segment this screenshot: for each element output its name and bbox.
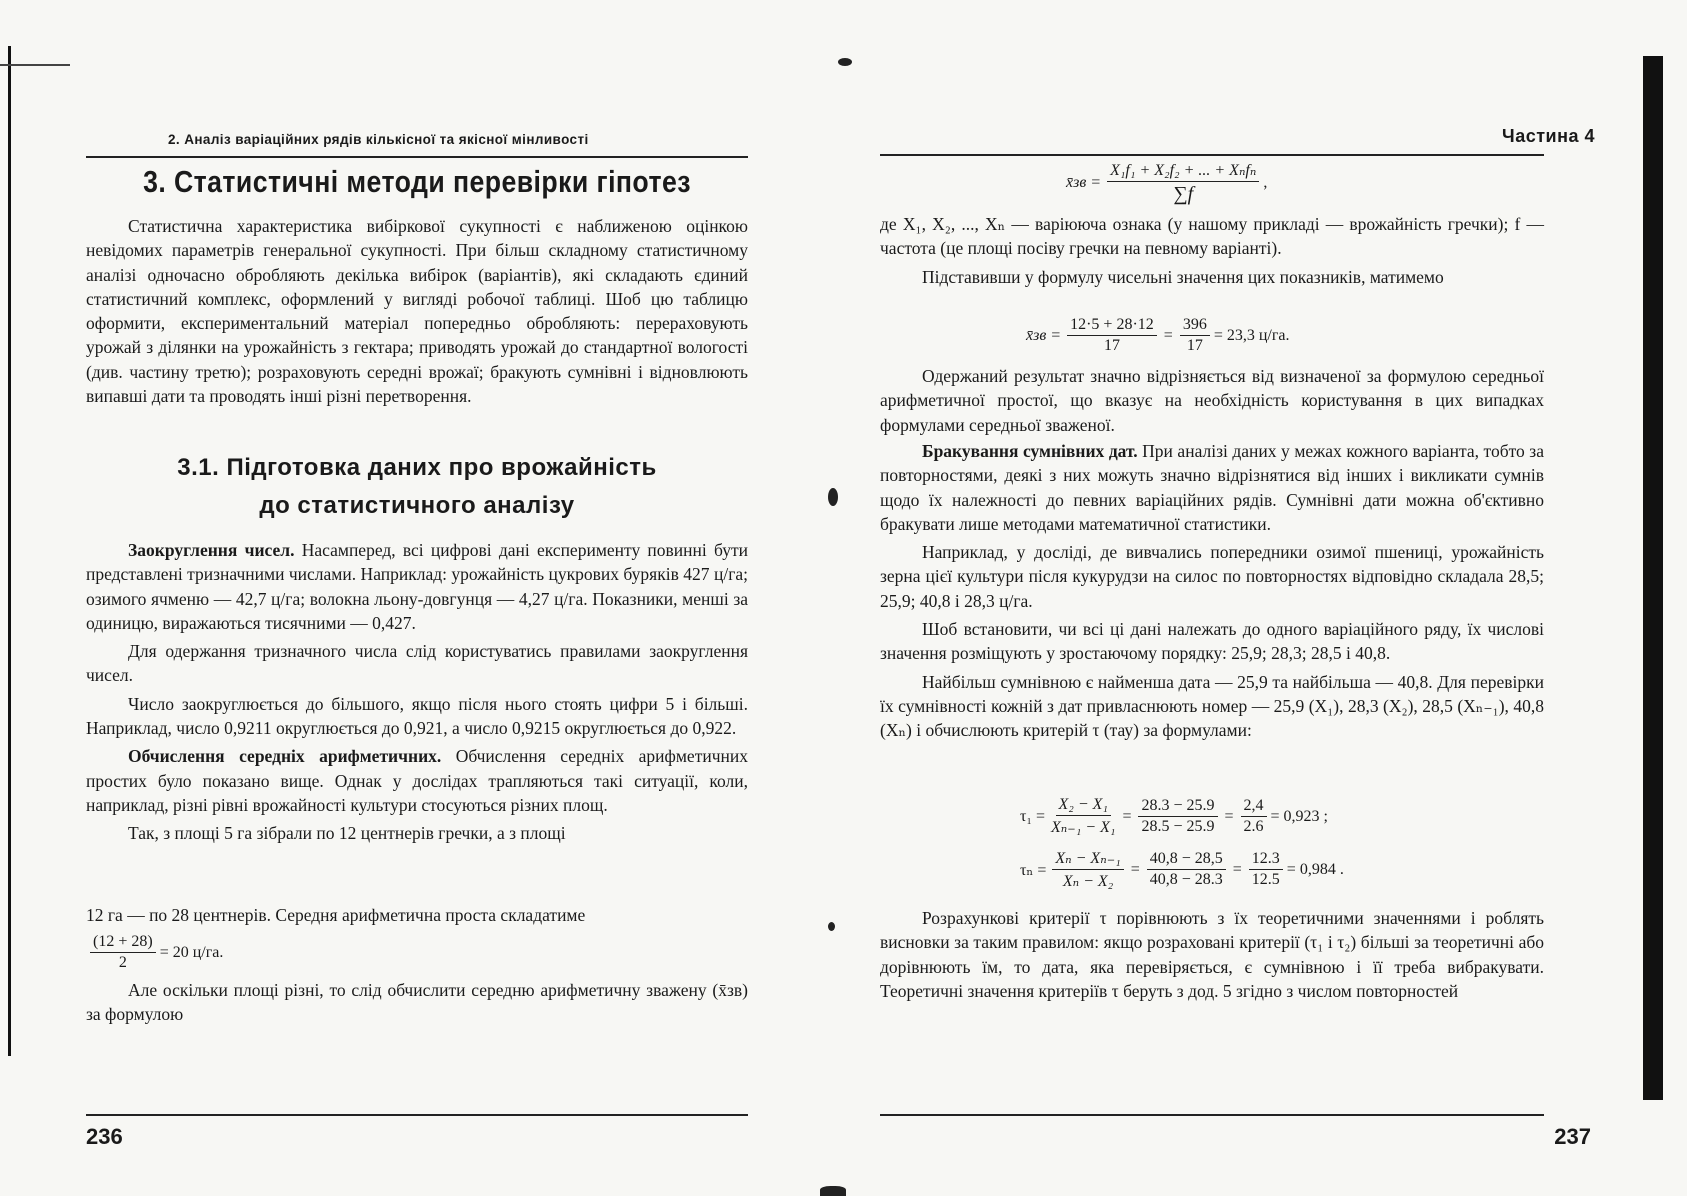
tau1-denominator-3: 2.6: [1243, 818, 1264, 835]
means-runin-heading: Обчислення середніх арифметичних.: [128, 746, 442, 767]
page-number-right: 237: [1554, 1124, 1591, 1149]
rounding-example-paragraph: Число заокруглюється до більшого, якщо після нього стоять цифри 5 і більші. Наприклад, число 0,9211 округлюється до 0,921, а число 0,9215 округлюється до 0,922.: [86, 693, 748, 739]
tau2-fraction-2: [1147, 850, 1226, 889]
suspect-paragraph: Найбільш сумнівною є найменша дата — 25,9 та найбільша — 40,8. Для перевірки їх сумнівності кожній з дат привласнюють номер — 25,9 (X₁), 28,3 (X₂), 28,5 (Xₙ₋₁), 40,8 (Xₙ) і обчислюють критерій τ (тау) за формулами:: [880, 671, 1544, 741]
tau2-numerator-1: Xₙ − Xₙ₋₁: [1052, 848, 1123, 870]
calc-fraction-2: [1180, 316, 1210, 355]
simple-mean-intro: 12 га — по 28 центнерів. Середня арифметична проста складатиме: [86, 905, 586, 925]
means-paragraph: [86, 744, 748, 817]
where-paragraph: де X₁, X₂, ..., Xₙ — варіююча ознака (у нашому прикладі — врожайність гречки); f — частота (це площі посіву гречки на певному варіанті).: [880, 214, 1544, 259]
simple-mean-numerator: (12 + 28): [90, 933, 156, 953]
tau2-lhs: τₙ =: [1020, 861, 1047, 879]
result-paragraph: Одержаний результат значно відрізняється від визначеної за формулою середньої арифметичної простої, що вказує на необхідність користування в цих випадках формулами середньої зваженої.: [880, 366, 1544, 435]
calc-lhs: x̄зв =: [1026, 326, 1062, 344]
tau1-equals-2: =: [1224, 807, 1234, 825]
section-title-line1: 3.1. Підготовка даних про врожайність: [177, 454, 657, 481]
rejection-text-block: [880, 439, 1544, 747]
calc-fraction-1: [1067, 316, 1157, 355]
substitute-paragraph: Підставивши у формулу чисельні значення цих показників, матимемо: [922, 266, 1444, 287]
scan-speck: [828, 922, 835, 931]
rejection-paragraph: [880, 439, 1544, 536]
tau1-fraction-1: [1051, 796, 1115, 837]
tau2-numerator-3: 12.3: [1249, 850, 1283, 870]
calc-numerator-2: 396: [1180, 316, 1210, 336]
simple-mean-result: = 20 ц/га.: [159, 943, 224, 961]
tau1-numerator-2: 28.3 − 25.9: [1138, 797, 1217, 817]
compare-paragraph: Розрахункові критерії τ порівнюють з їх теоретичними значеннями і роблять висновки за таким правилом: якщо розраховані критерії (τ₁ і τ₂) більші за теоретичні або дорівнюють їм, то дата, яка перевіряється, є сумнівною і її треба вибракувати. Теоретичні значення критеріїв τ беруть з дод. 5 згідно з числом повторностей: [880, 908, 1544, 1001]
scan-speck: [838, 58, 852, 66]
header-rule-left: [86, 156, 748, 158]
scan-edge-shadow: [8, 46, 11, 1056]
weighted-mean-formula: [1066, 160, 1267, 206]
rounding-rule-paragraph: Для одержання тризначного числа слід користуватись правилами заокруглення чисел.: [86, 641, 748, 686]
intro-paragraph: Статистична характеристика вибіркової сукупності є наближеною оцінкою невідомих параметрів генеральної сукупності. При більш складному статистичному аналізі одночасно обробляють декілька вибірок (варіантів), які складають єдиний статистичний комплекс, оформлений у вигляді робочої таблиці. Шоб цю таблицю оформити, експериментальний матеріал попередньо обробляють: перераховують урожай з ділянки на урожайність з гектара; приводять урожай до стандартної вологості (див. частину третю); розраховують середні врожаї; бракують сумнівні і відновлюють випавші дати та проводять інші різні перетворення.: [86, 216, 748, 407]
weighted-intro-paragraph: Але оскільки площі різні, то слід обчислити середню арифметичну зважену (x̄зв) за формулою: [86, 980, 748, 1025]
tau2-result: = 0,984 .: [1286, 860, 1344, 878]
compare-text-block: [880, 906, 1544, 1007]
scan-edge-mark: [0, 64, 70, 66]
right-page: [830, 0, 1687, 1196]
tau1-fraction-3: [1241, 797, 1267, 836]
ordering-paragraph: Шоб встановити, чи всі ці дані належать до одного варіаційного ряду, їх числові значення розміщують у зростаючому порядку: 25,9; 28,3; 28,5 і 40,8.: [880, 619, 1544, 664]
scan-edge-shadow-right: [1643, 56, 1663, 1100]
calc-denominator-1: 17: [1103, 337, 1120, 354]
equals-sign: =: [1163, 326, 1173, 344]
tau2-fraction-3: [1249, 850, 1283, 889]
buckwheat-paragraph: Так, з площі 5 га зібрали по 12 центнерів гречки, а з площі: [128, 823, 566, 844]
running-head-right: Частина 4: [1502, 126, 1595, 146]
section-title-line2: до статистичного аналізу: [259, 492, 575, 519]
rounding-paragraph: [86, 538, 748, 635]
weighted-intro-block: [86, 978, 748, 1031]
rounding-text-block: [86, 538, 748, 850]
weighted-formula-tail: ,: [1263, 174, 1268, 191]
running-head-left: 2. Аналіз варіаційних рядів кількісної та якісної мінливості: [168, 132, 589, 147]
weighted-formula-lhs: x̄зв =: [1066, 174, 1102, 191]
header-rule-right: [880, 154, 1544, 156]
scan-speck: [828, 488, 838, 506]
where-text-block: [880, 212, 1544, 293]
simple-mean-text-block: [86, 903, 748, 931]
weighted-calc-formula: [1026, 316, 1290, 355]
calc-numerator-1: 12·5 + 28·12: [1067, 316, 1157, 336]
tau2-formula: [1020, 848, 1344, 891]
calc-result: = 23,3 ц/га.: [1213, 326, 1290, 344]
tau2-denominator-2: 40,8 − 28.3: [1149, 871, 1223, 888]
intro-paragraph-block: [86, 214, 748, 412]
rejection-runin-heading: Бракування сумнівних дат.: [922, 441, 1138, 461]
tau1-denominator-2: 28.5 − 25.9: [1141, 818, 1215, 835]
tau2-denominator-1: Xₙ − X₂: [1062, 873, 1114, 890]
tau1-equals-1: =: [1122, 807, 1132, 825]
footer-rule-left: [86, 1114, 748, 1116]
simple-mean-fraction: [90, 933, 156, 972]
tau1-numerator-3: 2,4: [1241, 797, 1267, 817]
left-page: [0, 0, 830, 1196]
result-text-block: [880, 364, 1544, 441]
simple-mean-denominator: 2: [118, 954, 127, 971]
simple-mean-formula: [86, 933, 223, 972]
tau1-result: = 0,923 ;: [1270, 807, 1328, 825]
example-paragraph: Наприклад, у досліді, де вивчались попередники озимої пшениці, урожайність зерна цієї культури після кукурудзи на силос по повторностях відповідно складала 28,5; 25,9; 40,8 і 28,3 ц/га.: [880, 542, 1544, 611]
chapter-title: 3. Статистичні методи перевірки гіпотез: [143, 164, 691, 199]
weighted-formula-denominator: ∑f: [1173, 183, 1194, 205]
calc-denominator-2: 17: [1186, 337, 1203, 354]
rounding-runin-heading: Заокруглення чисел.: [128, 540, 295, 560]
weighted-formula-fraction: [1107, 160, 1259, 206]
page-number-left: 236: [86, 1124, 123, 1149]
rounding-paragraph-text: Насамперед, всі цифрові дані експерименту повинні бути представлені тризначними числами. Наприклад: урожайність цукрових буряків 427 ц/га; озимого ячменю — 42,7 ц/га; волокна льону-довгунця — 4,27 ц/га. Показники, менші за одиницю, виражаються тисячними — 0,427.: [86, 540, 748, 633]
means-paragraph-text: Обчислення середніх арифметичних простих було показано вище. Однак у дослідах трапляються такі ситуації, коли, наприклад, різні рівні врожайності культури стосуються різних площ.: [86, 746, 748, 815]
tau1-numerator-1: X₂ − X₁: [1056, 796, 1111, 816]
scan-speck: [820, 1186, 846, 1196]
tau2-denominator-3: 12.5: [1251, 871, 1280, 888]
tau2-fraction-1: [1052, 848, 1123, 891]
tau1-formula: [1020, 796, 1328, 837]
tau1-fraction-2: [1138, 797, 1217, 836]
tau2-numerator-2: 40,8 − 28,5: [1147, 850, 1226, 870]
rejection-paragraph-text: При аналізі даних у межах кожного варіанта, тобто за повторностями, деякі з них можуть значно відрізнятися від інших і викликати сумнів щодо їх належності до певних варіаційних рядів. Сумнівні дати можна об'єктивно бракувати лише методами математичної статистики.: [880, 441, 1544, 534]
tau1-lhs: τ₁ =: [1020, 807, 1046, 825]
tau2-equals-2: =: [1232, 860, 1242, 878]
tau2-equals-1: =: [1130, 860, 1140, 878]
footer-rule-right: [880, 1114, 1544, 1116]
weighted-formula-numerator: X₁f₁ + X₂f₂ + ... + Xₙfₙ: [1107, 160, 1259, 182]
tau1-denominator-1: Xₙ₋₁ − X₁: [1051, 819, 1116, 836]
